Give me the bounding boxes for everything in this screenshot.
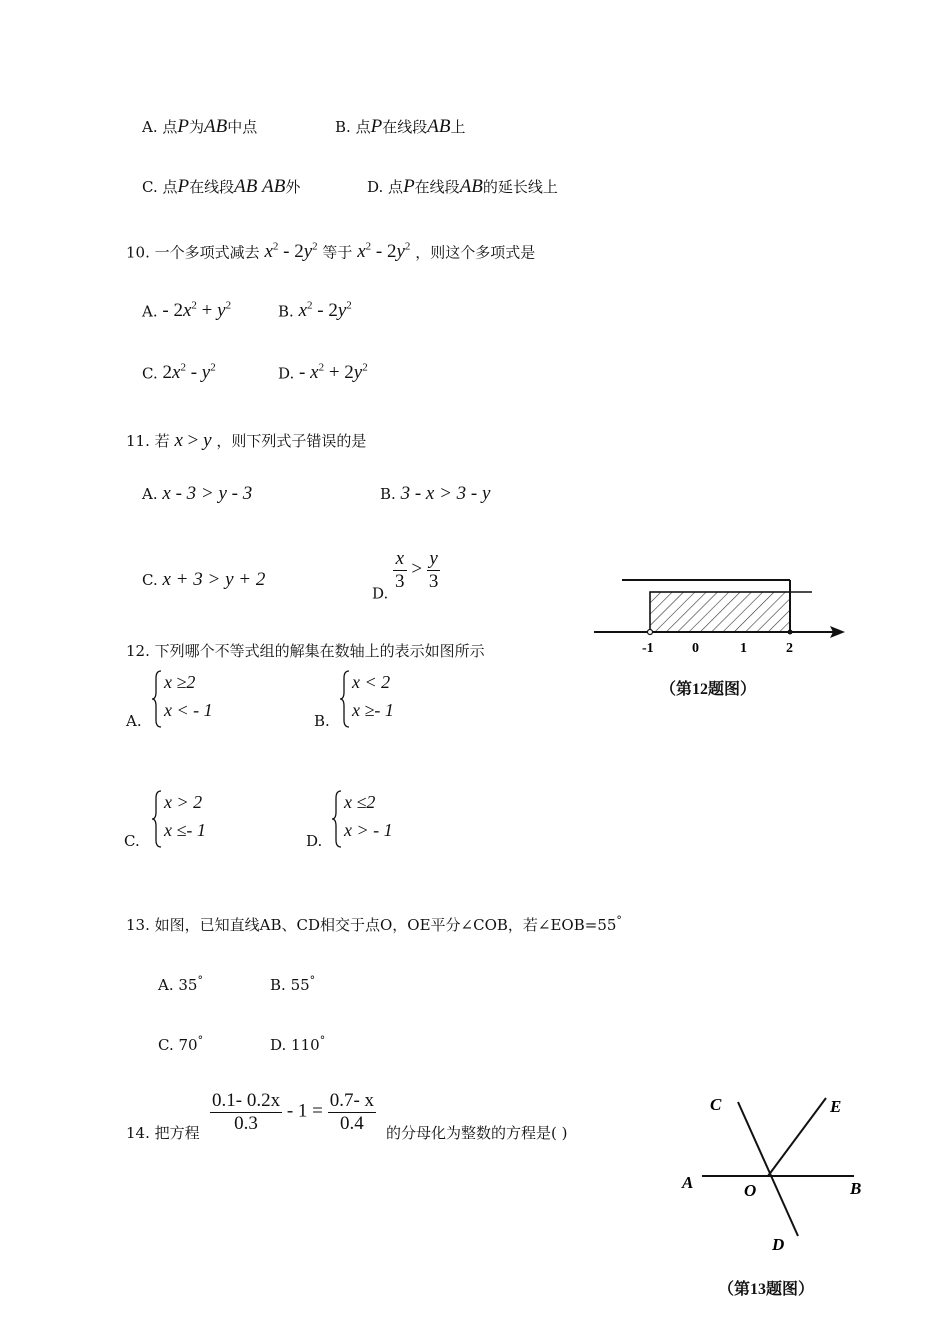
q13-option-a: A. 35° bbox=[158, 974, 203, 994]
q13-option-c: C. 70° bbox=[158, 1034, 204, 1054]
q13-figure-caption: （第13题图） bbox=[718, 1281, 815, 1298]
q9-option-b-text: 点P在线段AB上 bbox=[355, 116, 466, 137]
point-label-o: O bbox=[744, 1181, 757, 1200]
q12-option-d-label: D. bbox=[306, 832, 323, 850]
q12-option-b-label: B. bbox=[314, 712, 330, 730]
q13-intersecting-lines-figure bbox=[676, 1088, 876, 1260]
q9-option-d-text: 点P在线段AB的延长线上 bbox=[388, 176, 558, 197]
q12-option-b-system: x < 2 x ≥- 1 bbox=[340, 668, 420, 730]
q9-option-d: D. 点P在线段AB的延长线上 bbox=[367, 176, 558, 197]
q11-option-c: C. x + 3 > y + 2 bbox=[142, 569, 266, 590]
q11-frac-x3: $\frac{x}{3}$ bbox=[395, 548, 405, 592]
q9-option-c: C. 点P在线段AB AB外 bbox=[142, 176, 301, 197]
q10-option-c: C. $2x^2 - y^2$ bbox=[142, 362, 216, 384]
q11-frac-y3: $\frac{y}{3}$ bbox=[428, 548, 439, 592]
point-label-d: D bbox=[772, 1235, 785, 1254]
brace-icon bbox=[152, 790, 162, 848]
q9-option-a-text: 点P为AB中点 bbox=[162, 116, 258, 137]
q12-number-line-figure bbox=[590, 572, 852, 662]
hatched-solution-region bbox=[650, 592, 790, 632]
q11-condition: x > y bbox=[174, 430, 212, 451]
q10-expr-1: $x^2 - 2y^2$ bbox=[264, 241, 318, 263]
q11-option-d: D. $\frac{x}{3}$ > $\frac{y}{3}$ bbox=[372, 548, 439, 603]
q12-figure-caption: （第12题图） bbox=[660, 681, 757, 698]
ray-oe bbox=[768, 1098, 826, 1176]
q11-stem: 11. 若 x > y ，则下列式子错误的是 bbox=[126, 430, 367, 451]
tick-label-minus1: -1 bbox=[642, 641, 654, 656]
q14-equation: $\frac{0.1- 0.2x}{0.3}$ - 1 = $\frac{0.7- x}{0.4}$ bbox=[212, 1090, 375, 1134]
q14-fraction-left: $\frac{0.1- 0.2x}{0.3}$ bbox=[212, 1090, 281, 1134]
tick-label-1: 1 bbox=[740, 641, 747, 656]
q11-option-a: A. x - 3 > y - 3 bbox=[142, 483, 253, 504]
point-label-e: E bbox=[830, 1097, 842, 1116]
q12-option-c-label: C. bbox=[124, 832, 140, 850]
brace-icon bbox=[332, 790, 342, 848]
point-label-a: A bbox=[682, 1173, 694, 1192]
point-label-c: C bbox=[710, 1095, 722, 1114]
q10-option-d: D. - $x^2 + 2y^2$ bbox=[278, 362, 368, 384]
q13-stem: 13. 如图，已知直线AB、CD相交于点O，OE平分∠COB，若∠EOB=55° bbox=[126, 914, 622, 934]
q12-option-a-system: x ≥2 x < - 1 bbox=[152, 668, 232, 730]
q12-option-d-system: x ≤2 x > - 1 bbox=[332, 788, 412, 850]
brace-icon bbox=[340, 670, 350, 728]
q12-stem: 12. 下列哪个不等式组的解集在数轴上的表示如图所示 bbox=[126, 642, 485, 660]
q11-option-b: B. 3 - x > 3 - y bbox=[380, 483, 491, 504]
open-point-minus1 bbox=[648, 630, 653, 635]
q14-fraction-right: $\frac{0.7- x}{0.4}$ bbox=[329, 1090, 375, 1134]
line-cd bbox=[738, 1102, 798, 1236]
tick-label-0: 0 bbox=[692, 641, 699, 656]
q12-option-a-label: A. bbox=[126, 712, 142, 730]
q9-option-b: B. 点P在线段AB上 bbox=[335, 116, 466, 137]
brace-icon bbox=[152, 670, 162, 728]
q10-stem: 10. 一个多项式减去 $x^2 - 2y^2$ 等于 $x^2 - 2y^2$ ，则这个多项式是 bbox=[126, 241, 536, 263]
q10-option-b: B. $x^2 - 2y^2$ bbox=[278, 300, 352, 322]
q10-expr-2: $x^2 - 2y^2$ bbox=[357, 241, 411, 263]
tick-label-2: 2 bbox=[786, 641, 793, 656]
q14-stem-start: 14. 把方程 bbox=[126, 1124, 200, 1142]
q14-stem-end: 的分母化为整数的方程是( ) bbox=[386, 1124, 568, 1142]
point-label-b: B bbox=[850, 1179, 862, 1198]
closed-point-2 bbox=[788, 630, 793, 635]
q13-option-b: B. 55° bbox=[270, 974, 316, 994]
q13-option-d: D. 110° bbox=[270, 1034, 326, 1054]
q9-option-a: A. 点P为AB中点 bbox=[142, 116, 258, 137]
q9-option-c-text: 点P在线段AB AB外 bbox=[162, 176, 301, 197]
q12-option-c-system: x > 2 x ≤- 1 bbox=[152, 788, 232, 850]
q10-option-a: A. - $2x^2 + y^2$ bbox=[142, 300, 232, 322]
